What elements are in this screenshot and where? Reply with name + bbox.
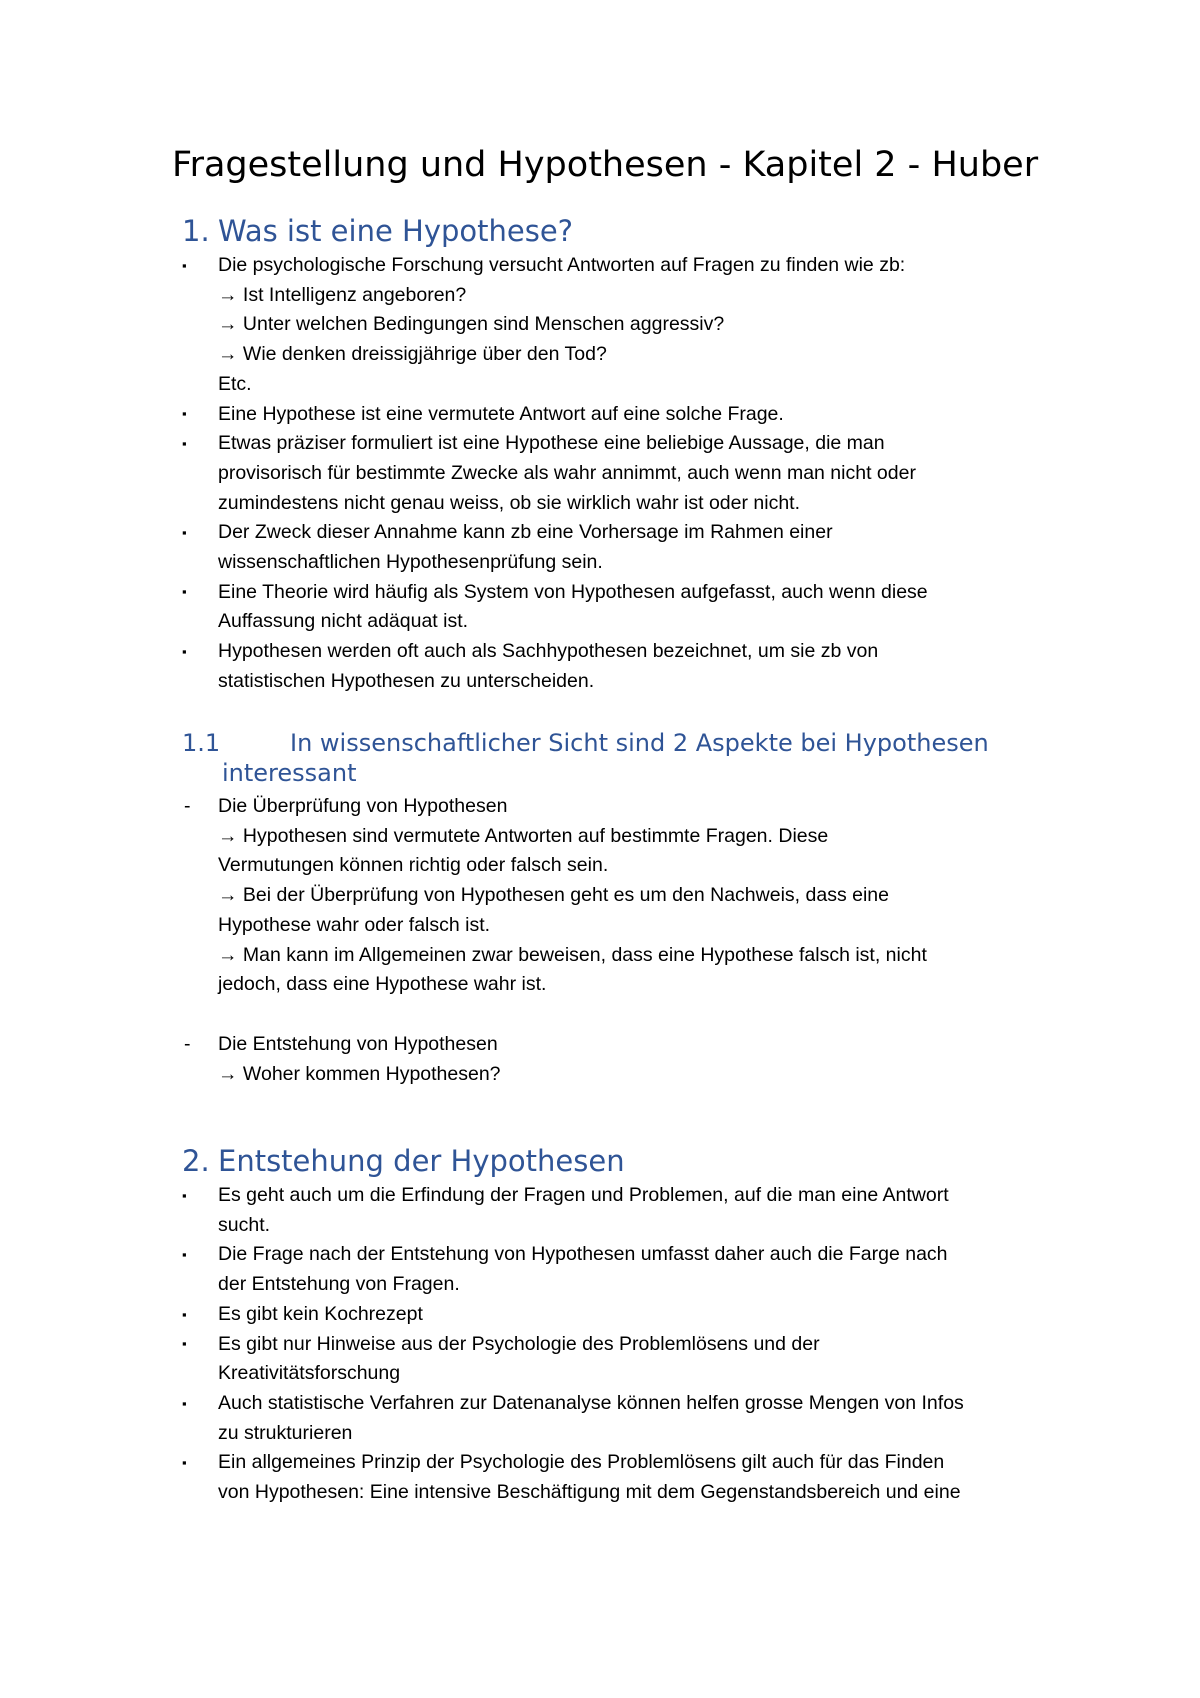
bullet-marker: ▪: [182, 644, 187, 659]
arrow-icon: →: [218, 884, 238, 907]
list-item: Auffassung nicht adäquat ist.: [218, 610, 469, 633]
arrow-icon: →: [218, 943, 238, 966]
arrow-icon: →: [218, 283, 238, 306]
subsection-1-1-heading: [182, 728, 1082, 788]
list-item: Kreativitätsforschung: [218, 1362, 401, 1385]
section-1-list: [218, 251, 1098, 697]
arrow-icon: →: [218, 824, 238, 847]
bullet-marker: ▪: [182, 258, 187, 273]
section-2-list: [218, 1181, 1098, 1508]
subsection-1-1-number: 1.1: [182, 729, 221, 757]
list-item: Auch statistische Verfahren zur Datenanalyse können helfen grosse Mengen von Infos: [218, 1391, 964, 1414]
list-item: → Man kann im Allgemeinen zwar beweisen, dass eine Hypothese falsch ist, nicht: [218, 943, 927, 966]
list-item: jedoch, dass eine Hypothese wahr ist.: [218, 973, 547, 996]
bullet-marker: ▪: [182, 1247, 187, 1262]
list-item: wissenschaftlichen Hypothesenprüfung sein.: [218, 551, 603, 574]
list-item: der Entstehung von Fragen.: [218, 1273, 460, 1296]
aspect-2-block: [218, 1030, 1098, 1089]
list-item: → Ist Intelligenz angeboren?: [218, 283, 467, 306]
subsection-heading-line: In wissenschaftlicher Sicht sind 2 Aspekte bei Hypothesen: [290, 729, 989, 757]
list-item: Etc.: [218, 372, 252, 395]
list-item: Es gibt kein Kochrezept: [218, 1302, 423, 1325]
list-item: → Unter welchen Bedingungen sind Menschen aggressiv?: [218, 313, 725, 336]
section-2-heading: [182, 1143, 625, 1179]
list-item: Hypothese wahr oder falsch ist.: [218, 913, 491, 936]
list-item: Die Frage nach der Entstehung von Hypothesen umfasst daher auch die Farge nach: [218, 1243, 948, 1266]
list-item: Es geht auch um die Erfindung der Fragen und Problemen, auf die man eine Antwort: [218, 1184, 949, 1206]
section-2-number: 2.: [182, 1144, 210, 1178]
list-item: Eine Hypothese ist eine vermutete Antwort auf eine solche Frage.: [218, 402, 784, 425]
aspect-label: Die Überprüfung von Hypothesen: [218, 795, 508, 817]
list-item: Eine Theorie wird häufig als System von Hypothesen aufgefasst, auch wenn diese: [218, 580, 928, 603]
bullet-marker: ▪: [182, 1307, 187, 1322]
section-2-title: Entstehung der Hypothesen: [218, 1144, 625, 1178]
bullet-marker: ▪: [182, 1336, 187, 1351]
list-item: → Wie denken dreissigjährige über den Tod?: [218, 343, 607, 366]
dash-marker: -: [184, 1033, 191, 1055]
subsection-heading-line: interessant: [222, 759, 357, 787]
list-item: statistischen Hypothesen zu unterscheiden.: [218, 669, 595, 692]
section-1-number: 1.: [182, 214, 210, 248]
bullet-marker: ▪: [182, 1188, 187, 1203]
bullet-marker: ▪: [182, 1455, 187, 1470]
list-item: Hypothesen werden oft auch als Sachhypothesen bezeichnet, um sie zb von: [218, 640, 879, 663]
list-item: Es gibt nur Hinweise aus der Psychologie des Problemlösens und der: [218, 1332, 820, 1355]
list-item: Etwas präziser formuliert ist eine Hypothese eine beliebige Aussage, die man: [218, 432, 885, 455]
list-item: → Hypothesen sind vermutete Antworten auf bestimmte Fragen. Diese: [218, 824, 829, 847]
arrow-icon: →: [218, 1062, 238, 1085]
arrow-icon: →: [218, 313, 238, 336]
bullet-marker: ▪: [182, 584, 187, 599]
bullet-marker: ▪: [182, 436, 187, 451]
dash-marker: -: [184, 795, 191, 817]
bullet-marker: ▪: [182, 525, 187, 540]
aspect-1-block: [218, 792, 1098, 1000]
list-item: von Hypothesen: Eine intensive Beschäftigung mit dem Gegenstandsbereich und eine: [218, 1481, 961, 1504]
list-item: provisorisch für bestimmte Zwecke als wahr annimmt, auch wenn man nicht oder: [218, 461, 916, 484]
arrow-icon: →: [218, 343, 238, 366]
list-item: Der Zweck dieser Annahme kann zb eine Vorhersage im Rahmen einer: [218, 521, 833, 544]
list-item: → Woher kommen Hypothesen?: [218, 1062, 501, 1085]
document-title: Fragestellung und Hypothesen - Kapitel 2 - Huber: [172, 145, 1039, 185]
list-item: sucht.: [218, 1213, 271, 1236]
list-item: Ein allgemeines Prinzip der Psychologie des Problemlösens gilt auch für das Finden: [218, 1451, 945, 1474]
list-item: zumindestens nicht genau weiss, ob sie wirklich wahr ist oder nicht.: [218, 491, 801, 514]
bullet-marker: ▪: [182, 1396, 187, 1411]
list-item: Die psychologische Forschung versucht Antworten auf Fragen zu finden wie zb:: [218, 254, 906, 276]
aspect-label: Die Entstehung von Hypothesen: [218, 1033, 498, 1055]
section-1-heading: [182, 213, 573, 249]
section-1-title: Was ist eine Hypothese?: [218, 214, 574, 248]
list-item: → Bei der Überprüfung von Hypothesen geht es um den Nachweis, dass eine: [218, 884, 889, 907]
bullet-marker: ▪: [182, 406, 187, 421]
list-item: Vermutungen können richtig oder falsch sein.: [218, 854, 609, 877]
list-item: zu strukturieren: [218, 1421, 353, 1444]
